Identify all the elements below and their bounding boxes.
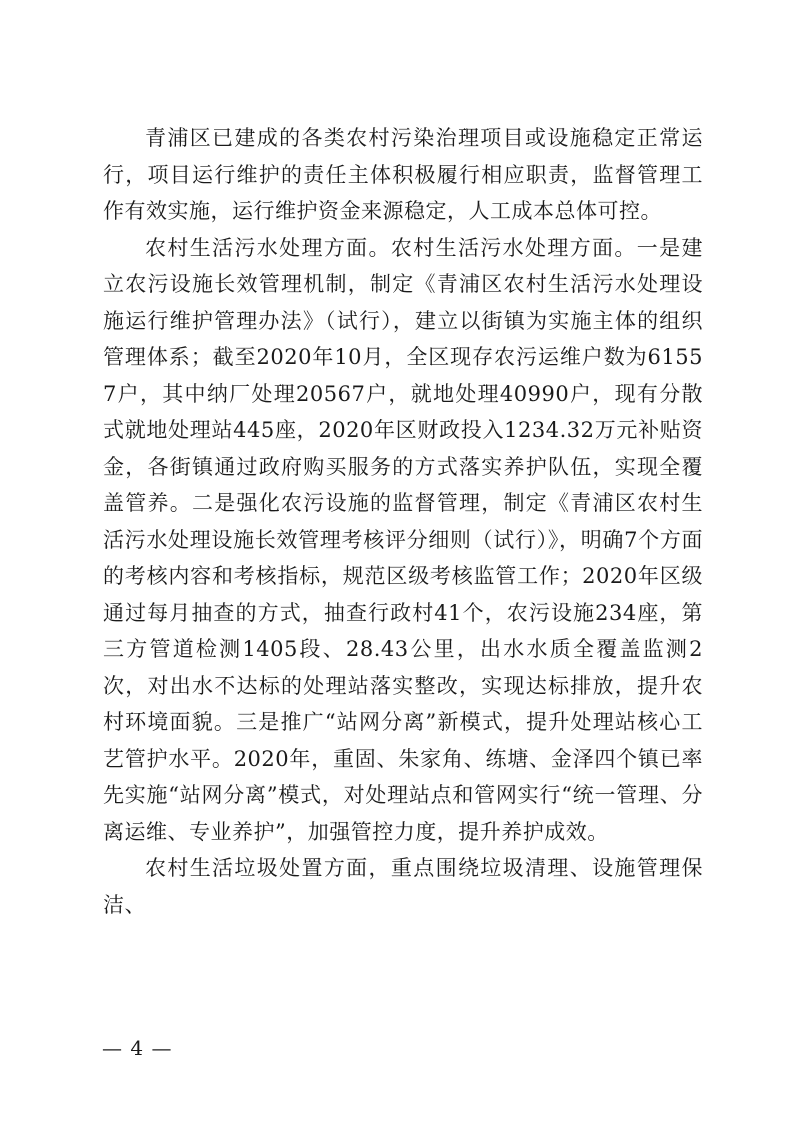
- paragraph-sewage: 农村生活污水处理方面。农村生活污水处理方面。一是建立农污设施长效管理机制，制定《青浦区农村生活污水处理设施运行维护管理办法》（试行），建立以街镇为实施主体的组织管理体系；截至2020年10月，全区现存农污运维户数为61557户，其中纳厂处理20567户，就地处理40990户，现有分散式就地处理站445座，2020年区财政投入1234.32万元补贴资金，各街镇通过政府购买服务的方式落实养护队伍，实现全覆盖管养。二是强化农污设施的监督管理，制定《青浦区农村生活污水处理设施长效管理考核评分细则（试行）》，明确7个方面的考核内容和考核指标，规范区级考核监管工作；2020年区级通过每月抽查的方式，抽查行政村41个，农污设施234座，第三方管道检测1405段、28.43公里，出水水质全覆盖监测2次，对出水不达标的处理站落实整改，实现达标排放，提升农村环境面貌。三是推广“站网分离”新模式，提升处理站核心工艺管护水平。2020年，重固、朱家角、练塘、金泽四个镇已率先实施“站网分离”模式，对处理站点和管网实行“统一管理、分离运维、专业养护”，加强管控力度，提升养护成效。: [103, 235, 703, 844]
- page-number: — 4 —: [102, 1036, 173, 1060]
- paragraph-intro: 青浦区已建成的各类农村污染治理项目或设施稳定正常运行，项目运行维护的责任主体积极履行相应职责，监督管理工作有效实施，运行维护资金来源稳定，人工成本总体可控。: [103, 126, 703, 223]
- document-body: [103, 120, 703, 923]
- paragraph-garbage: 农村生活垃圾处置方面，重点围绕垃圾清理、设施管理保洁、: [103, 856, 703, 917]
